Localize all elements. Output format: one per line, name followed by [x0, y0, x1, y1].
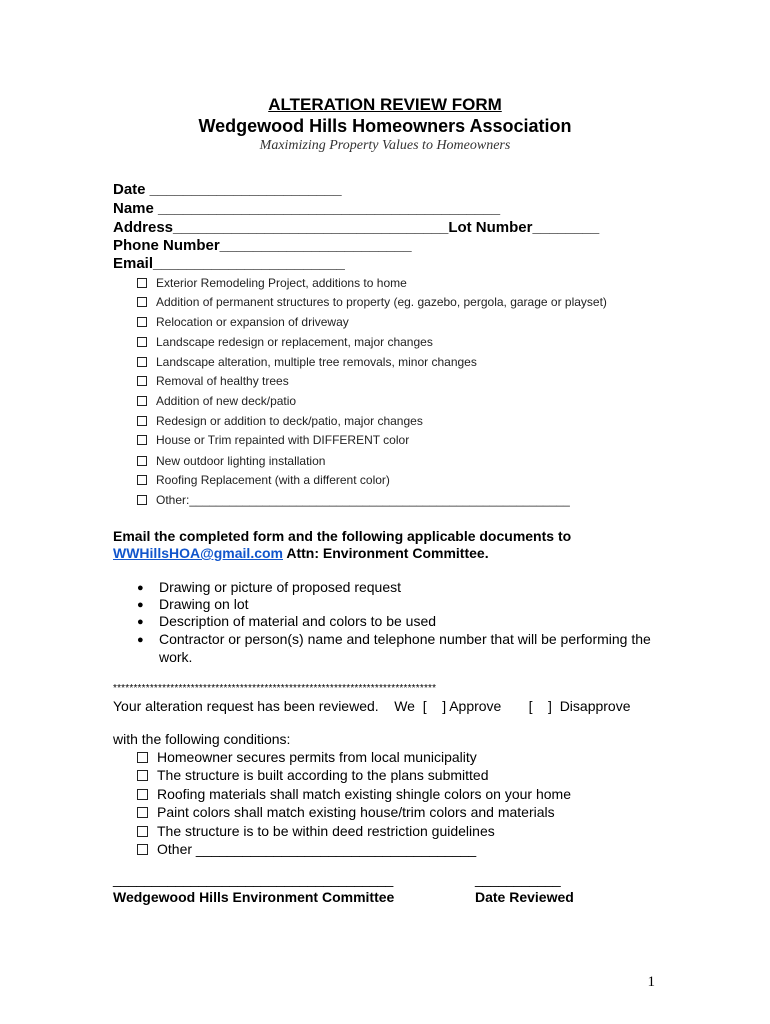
attn-text: Attn: Environment Committee.: [283, 545, 489, 561]
bullet-spacer: [137, 649, 159, 665]
bullet-icon: ●: [137, 599, 144, 611]
checkbox-icon[interactable]: [137, 278, 147, 288]
condition-label: Roofing materials shall match existing shingle colors on your home: [157, 786, 571, 802]
tagline: Maximizing Property Values to Homeowners: [259, 138, 511, 153]
condition-label: Homeowner secures permits from local municipality: [157, 749, 477, 765]
checkbox-icon[interactable]: [137, 337, 147, 347]
checkbox-item[interactable]: [137, 335, 433, 349]
checkbox-label: Other:_________________________________________________________: [156, 493, 570, 507]
email-field[interactable]: Email_______________________: [113, 255, 345, 272]
bullet-icon: ●: [137, 616, 144, 628]
committee-signature-line[interactable]: ____________________________________: [113, 871, 394, 887]
association-name: Wedgewood Hills Homeowners Association: [198, 116, 572, 136]
list-item: [137, 631, 651, 649]
divider: *******************************************************************************: [113, 683, 437, 694]
checkbox-label: New outdoor lighting installation: [156, 454, 326, 468]
list-item-label: Contractor or person(s) name and telephone number that will be performing the: [159, 631, 651, 647]
bullet-icon: ●: [137, 634, 144, 646]
checkbox-item[interactable]: [137, 454, 325, 468]
condition-item[interactable]: [137, 767, 489, 783]
checkbox-icon[interactable]: [137, 807, 148, 818]
condition-item[interactable]: [137, 823, 495, 839]
phone-field[interactable]: Phone Number_______________________: [113, 237, 412, 254]
date-reviewed-label: Date Reviewed: [475, 889, 574, 905]
checkbox-icon[interactable]: [137, 789, 148, 800]
list-item: [137, 613, 436, 631]
checkbox-label: Addition of permanent structures to property (eg. gazebo, pergola, garage or playset): [156, 295, 607, 309]
list-item-label: work.: [159, 649, 193, 665]
checkbox-item[interactable]: [137, 276, 407, 290]
list-item-continuation: [137, 649, 192, 665]
list-item-label: Drawing on lot: [159, 596, 249, 612]
checkbox-icon[interactable]: [137, 357, 147, 367]
checkbox-label: Addition of new deck/patio: [156, 394, 297, 408]
condition-item[interactable]: [137, 804, 555, 820]
conditions-intro: with the following conditions:: [113, 731, 291, 747]
address-field[interactable]: Address_________________________________Lot Number________: [113, 219, 600, 236]
checkbox-item[interactable]: [137, 355, 477, 369]
checkbox-icon[interactable]: [137, 456, 147, 466]
checkbox-icon[interactable]: [137, 376, 147, 386]
checkbox-label: Relocation or expansion of driveway: [156, 315, 349, 329]
checkbox-item[interactable]: [137, 374, 289, 388]
checkbox-label: Roofing Replacement (with a different color): [156, 473, 390, 487]
checkbox-icon[interactable]: [137, 416, 147, 426]
checkbox-icon[interactable]: [137, 475, 147, 485]
checkbox-item[interactable]: [137, 493, 570, 507]
list-item-label: Drawing or picture of proposed request: [159, 579, 402, 595]
checkbox-icon[interactable]: [137, 770, 148, 781]
checkbox-item[interactable]: [137, 433, 409, 447]
name-field[interactable]: Name _________________________________________: [113, 200, 501, 217]
list-item: [137, 596, 249, 614]
checkbox-item[interactable]: [137, 394, 296, 408]
checkbox-item[interactable]: [137, 315, 349, 329]
condition-item[interactable]: [137, 786, 571, 802]
checkbox-icon[interactable]: [137, 752, 148, 763]
checkbox-label: House or Trim repainted with DIFFERENT color: [156, 433, 410, 447]
checkbox-icon[interactable]: [137, 317, 147, 327]
instructions-line: [113, 545, 489, 561]
condition-item[interactable]: [137, 841, 476, 857]
condition-item[interactable]: [137, 749, 477, 765]
email-link[interactable]: WWHillsHOA@gmail.com: [113, 545, 283, 561]
condition-label: The structure is to be within deed restriction guidelines: [157, 823, 495, 839]
checkbox-item[interactable]: [137, 295, 607, 309]
checkbox-label: Removal of healthy trees: [156, 374, 289, 388]
date-reviewed-line[interactable]: ___________: [475, 871, 561, 887]
review-status-line[interactable]: Your alteration request has been reviewed. We [ ] Approve [ ] Disapprove: [113, 698, 631, 714]
condition-label: Paint colors shall match existing house/trim colors and materials: [157, 804, 555, 820]
checkbox-item[interactable]: [137, 414, 423, 428]
checkbox-label: Landscape redesign or replacement, major changes: [156, 335, 433, 349]
condition-label: Other ____________________________________: [157, 841, 477, 857]
checkbox-icon[interactable]: [137, 844, 148, 855]
instructions-line: Email the completed form and the following applicable documents to: [113, 528, 572, 544]
page-number: 1: [647, 974, 655, 990]
form-title: ALTERATION REVIEW FORM: [268, 95, 502, 114]
checkbox-icon[interactable]: [137, 435, 147, 445]
checkbox-item[interactable]: [137, 473, 390, 487]
condition-label: The structure is built according to the plans submitted: [157, 767, 489, 783]
checkbox-icon[interactable]: [137, 826, 148, 837]
checkbox-icon[interactable]: [137, 396, 147, 406]
checkbox-label: Redesign or addition to deck/patio, major changes: [156, 414, 423, 428]
checkbox-icon[interactable]: [137, 297, 147, 307]
bullet-icon: ●: [137, 582, 144, 594]
committee-label: Wedgewood Hills Environment Committee: [113, 889, 395, 905]
checkbox-label: Landscape alteration, multiple tree removals, minor changes: [156, 355, 477, 369]
date-field[interactable]: Date _______________________: [113, 181, 342, 198]
list-item: [137, 579, 401, 597]
list-item-label: Description of material and colors to be used: [159, 613, 437, 629]
checkbox-label: Exterior Remodeling Project, additions to home: [156, 276, 407, 290]
checkbox-icon[interactable]: [137, 495, 147, 505]
